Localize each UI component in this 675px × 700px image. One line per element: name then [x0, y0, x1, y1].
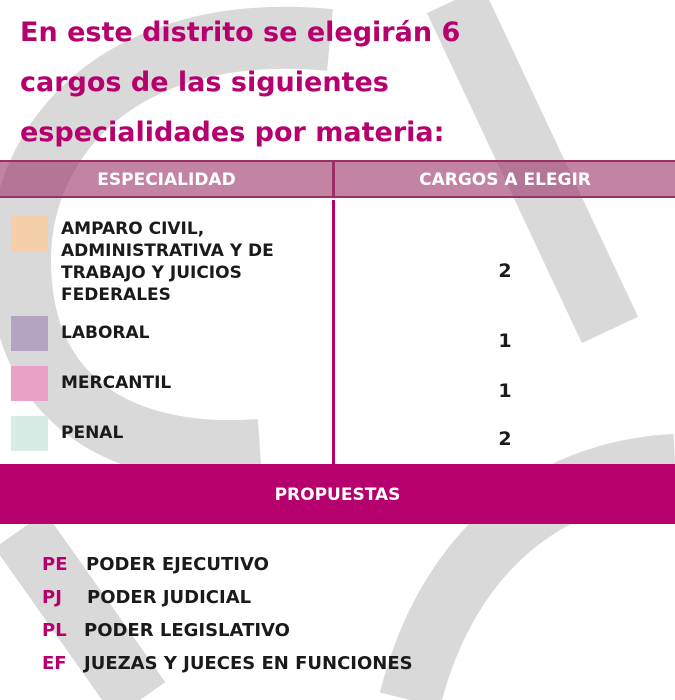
color-swatch: [11, 416, 48, 451]
legend-abbreviation: PJ: [42, 587, 62, 608]
legend-label: JUEZAS Y JUECES EN FUNCIONES: [84, 653, 413, 674]
cargos-count: 2: [498, 260, 512, 282]
specialty-label: [61, 322, 326, 344]
table-body: [0, 200, 675, 466]
table-row: [0, 214, 675, 304]
page-heading: [20, 8, 620, 158]
specialty-line: TRABAJO Y JUICIOS: [61, 263, 242, 283]
header-cargos: CARGOS A ELEGIR: [419, 170, 591, 190]
legend-item: [0, 651, 675, 677]
color-swatch: [11, 316, 48, 351]
legend-abbreviation: PE: [42, 554, 68, 575]
legend-item: [0, 618, 675, 644]
specialty-label: [61, 372, 326, 394]
table-row: [0, 314, 675, 354]
legend-label: PODER JUDICIAL: [87, 587, 252, 608]
legend-item: [0, 552, 675, 578]
color-swatch: [11, 366, 48, 401]
legend-label: PODER EJECUTIVO: [86, 554, 269, 575]
specialty-line: MERCANTIL: [61, 373, 172, 393]
table-row: [0, 414, 675, 454]
specialty-line: FEDERALES: [61, 285, 171, 305]
specialty-line: PENAL: [61, 423, 124, 443]
specialty-line: LABORAL: [61, 323, 150, 343]
legend-item: [0, 585, 675, 611]
cargos-count: 1: [498, 380, 512, 402]
table-row: [0, 364, 675, 404]
header-especialidad: ESPECIALIDAD: [97, 170, 236, 190]
color-swatch: [11, 216, 48, 251]
propuestas-banner: PROPUESTAS: [0, 466, 675, 524]
cargos-count: 1: [498, 330, 512, 352]
specialty-label: [61, 422, 326, 444]
specialty-line: ADMINISTRATIVA Y DE: [61, 241, 274, 261]
specialty-label: [61, 218, 326, 306]
specialty-line: AMPARO CIVIL,: [61, 219, 205, 239]
heading-line-1: En este distrito se elegirán 6: [20, 17, 461, 48]
cargos-count: 2: [498, 428, 512, 450]
legend-abbreviation: EF: [42, 653, 67, 674]
table-header: [0, 160, 675, 198]
legend-abbreviation: PL: [42, 620, 67, 641]
heading-line-3: especialidades por materia:: [20, 117, 445, 148]
legend-label: PODER LEGISLATIVO: [84, 620, 290, 641]
heading-line-2: cargos de las siguientes: [20, 67, 389, 98]
